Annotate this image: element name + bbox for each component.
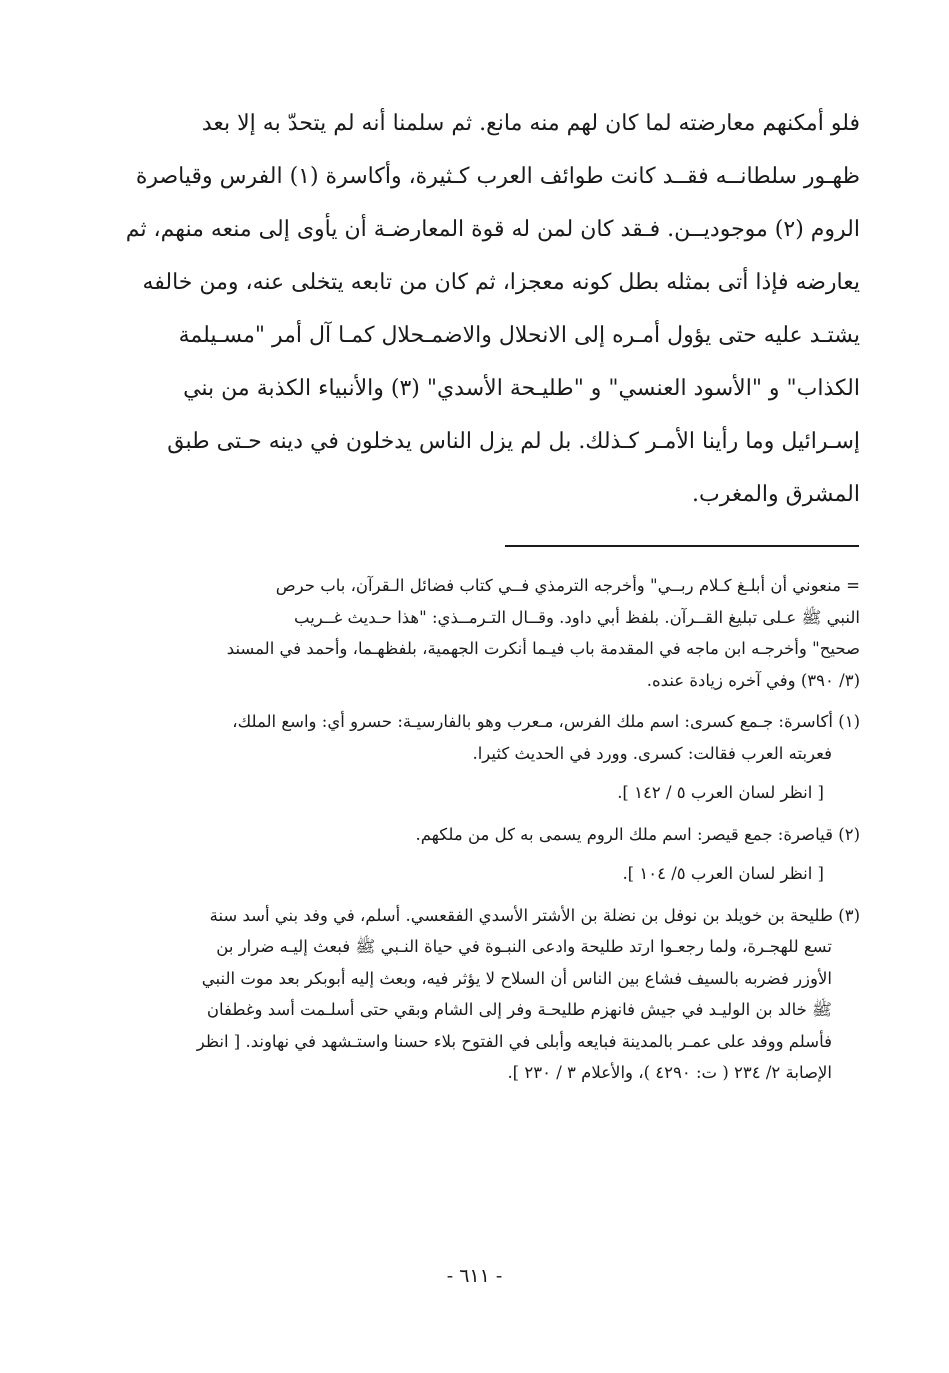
page-number: - ٦١١ - — [446, 1265, 503, 1287]
footnote-2: (٢) قياصرة: جمع قيصر: اسم ملك الروم يسمى به كل من ملكهم. — [415, 824, 860, 844]
footnote-separator — [505, 545, 859, 547]
footnotes-section — [118, 570, 860, 1089]
footnote-2-reference: [ انظر لسان العرب ٥/ ١٠٤ ]. — [622, 864, 824, 883]
footnote-continuation: = منعوني أن أبلـغ كـلام ربــي" وأخرجه الترمذي فــي كتاب فضائل الـقرآن، باب حرص النبي ﷺ عـلى تبليغ القــرآن. بلفظ أبي داود. وقــال التـرمــذي: "هذا حـديث غــريب صحيح" وأخرجـه ابن ماجه في المقدمة باب فيـما أنكرت الجهمية، بلفظهـما، وأحمد في المسند (٣/ ٣٩٠) وفي آخره زيادة عنده. — [226, 576, 860, 690]
footnote-1: (١) أكاسرة: جـمع كسرى: اسم ملك الفرس، مـعرب وهو بالفارسيـة: حسرو أي: واسع الملك، فعربته العرب فقالت: كسرى. وورد في الحديث كثيرا. — [232, 712, 860, 763]
footnote-3: (٣) طليحة بن خويلد بن نوفل بن نضلة بن الأشتر الأسدي الفقعسي. أسلم، في وفد بني أسد سنة تسع للهجـرة، ولما رجعـوا ارتد طليحة وادعى النبـوة في حياة النـبي ﷺ فبعث إليـه ضرار بن الأوزر فضربه بالسيف فشاع بين الناس أن السلاح لا يؤثر فيه، وبعث إليه أبوبكر بعد موت النبي ﷺ خالد بن الوليـد في جيش فانهزم طليحـة وفر إلى الشام وبقي حتى أسلـمت أسد وغطفان فأسلم ووفد على عمـر بالمدينة فبايعه وأبلى في الفتوح بلاء حسنا واستـشهد في نهاوند. [ انظر الإصابة ٢/ ٢٣٤ ( ت: ٤٢٩٠ )، والأعلام ٣ / ٢٣٠ ]. — [196, 905, 860, 1082]
main-text: فلو أمكنهم معارضته لما كان لهم منه مانع. ثم سلمنا أنه لم يتحدّ به إلا بعد ظهـور سلطانــه فقــد كانت طوائف العرب كـثيرة، وأكاسرة (١) الفرس وقياصرة الروم (٢) موجوديــن. فـقد كان لمن له قوة المعارضـة أن يأوى إلى منعه منهم، ثم يعارضه فإذا أتى بمثله بطل كونه معجزا، ثم كان من تابعه يتخلى عنه، ومن خالفه يشتـد عليه حتى يؤول أمـره إلى الانحلال والاضمـحلال كمـا آل أمر "مسـيلمة الكذاب" و "الأسود العنسي" و "طليـحة الأسدي" (٣) والأنبياء الكذبة من بني إسـرائيل وما رأينا الأمـر كـذلك. بل لم يزل الناس يدخلون في دينه حـتى طبق المشرق والمغرب. — [125, 111, 860, 507]
footnote-1-reference: [ انظر لسان العرب ٥ / ١٤٢ ]. — [617, 783, 824, 802]
